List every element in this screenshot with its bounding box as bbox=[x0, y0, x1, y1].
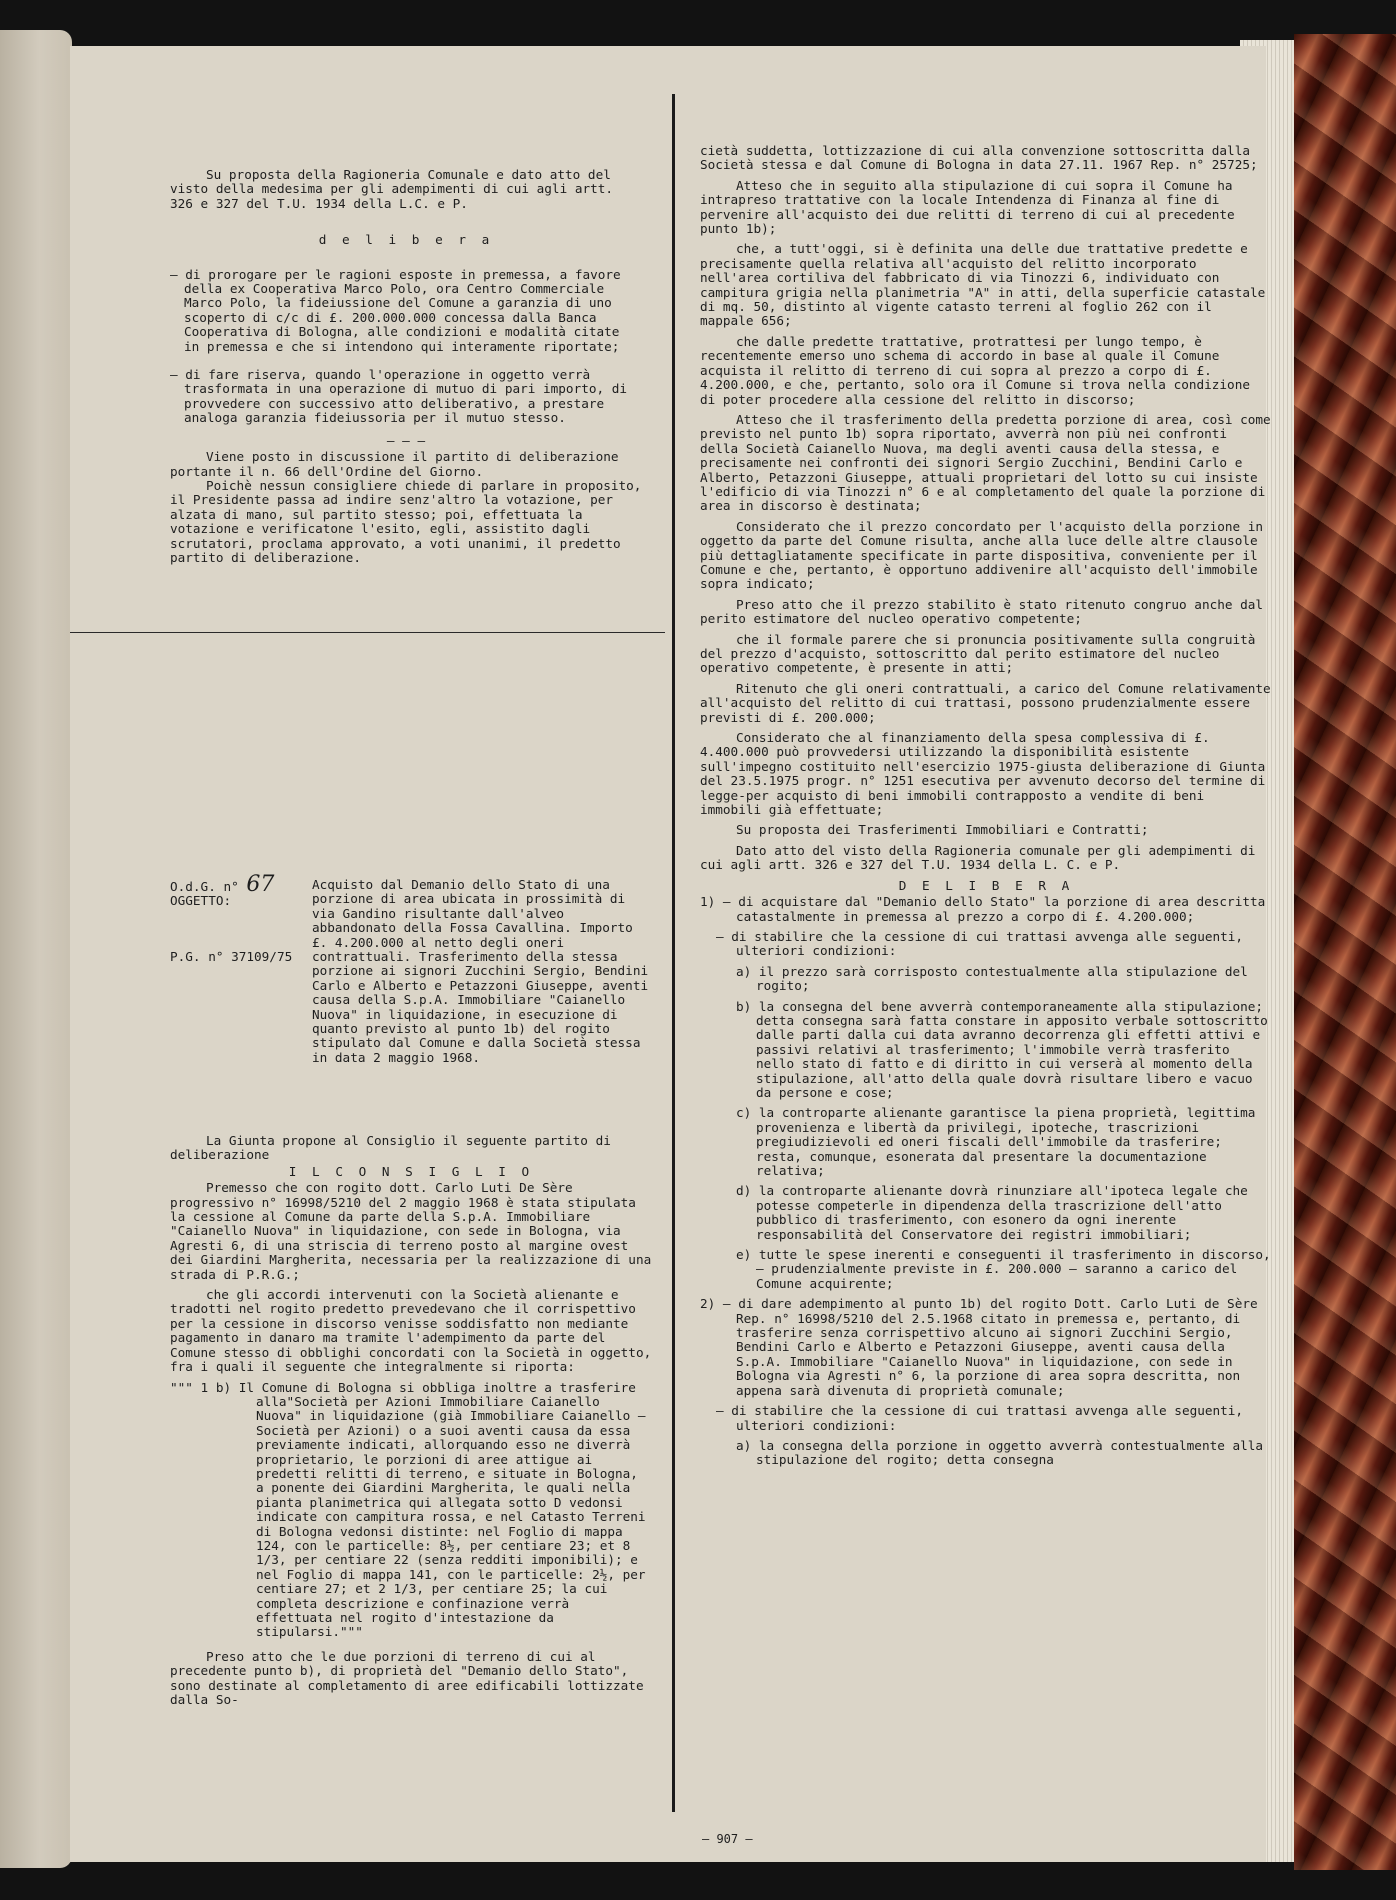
right-paragraph: Atteso che il trasferimento della predetta porzione di area, così come previsto nel punto 1b) sopra riportato, avverrà non più nei confronti della Società Caianello Nuova, ma degli aventi causa della stessa, e precisamente nei confronti dei signori Sergio Zucchini, Bendini Carlo e Alberto, Petazzoni Giuseppe, attuali proprietari del lotto su cui insiste l'edificio di via Tinozzi n° 6 e al completamento del quale la porzione di area in discorso è destinata; bbox=[700, 411, 1271, 514]
condition-item: c) la controparte alienante garantisce la piena proprietà, legittima provenienza e libertà da privilegi, ipoteche, trascrizioni pregiudizievoli ed oneri fiscali dell'immobile da trasferire; resta, comunque, esonerata dal presentare la documentazione relativa; bbox=[736, 1105, 1256, 1178]
resolution-point-1: 1) – di acquistare dal "Demanio dello Stato" la porzione di area descritta catastalmente in premessa al prezzo a corpo di £. 4.200.000; bbox=[700, 894, 1266, 924]
right-paragraph: che, a tutt'oggi, si è definita una delle due trattative predette e precisamente quella relativa all'acquisto del relitto incorporato nell'area cortiliva del fabbricato di via Tinozzi 6, individuato con campitura grigia nella planimetria "A" in atti, della superficie catastale di mq. 50, distinto al vigente catasto terreni al foglio 262 con il mappale 656; bbox=[700, 241, 1266, 329]
left-column-top bbox=[170, 168, 642, 571]
right-paragraph: Dato atto del visto della Ragioneria comunale per gli adempimenti di cui agli artt. 326 e 327 del T.U. 1934 della L. C. e P. bbox=[700, 842, 1256, 873]
resolution-intro: Su proposta della Ragioneria Comunale e dato atto del visto della medesima per gli adempimenti di cui agli artt. 326 e 327 del T.U. 1934 della L.C. e P. bbox=[170, 167, 614, 211]
odg-block bbox=[170, 872, 650, 1065]
column-divider bbox=[672, 94, 675, 1812]
giunta-proposal: La Giunta propone al Consiglio il seguente partito di deliberazione bbox=[170, 1133, 611, 1163]
odg-number: 67 bbox=[246, 872, 275, 897]
decision-item: – di fare riserva, quando l'operazione in oggetto verrà trasformata in una operazione di mutuo di pari importo, di provvedere con successivo atto deliberativo, a prestare analoga garanzia fideiussoria per il mutuo stesso. bbox=[170, 367, 628, 426]
previous-page-edge bbox=[0, 30, 72, 1868]
odg-label: O.d.G. n° bbox=[170, 879, 239, 894]
resolution-point-2-sub: – di stabilire che la cessione di cui trattasi avvenga alle seguenti, ulteriori condizioni: bbox=[716, 1403, 1244, 1433]
resolution-point-2-a: a) la consegna della porzione in oggetto avverrà contestualmente alla stipulazione del rogito; detta consegna bbox=[736, 1437, 1264, 1468]
pg-number: P.G. n° 37109/75 bbox=[170, 949, 293, 964]
odg-subject-label: OGGETTO: bbox=[170, 893, 232, 909]
right-paragraph: Atteso che in seguito alla stipulazione di cui sopra il Comune ha intrapreso trattative con la locale Intendenza di Finanza al fine di pervenire all'acquisto dei due relitti di terreno di cui al precedente punto 1b); bbox=[700, 177, 1235, 237]
consiglio-heading: I L C O N S I G L I O bbox=[288, 1163, 534, 1179]
condition-item: a) il prezzo sarà corrisposto contestualmente alla stipulazione del rogito; bbox=[736, 963, 1248, 994]
delibera-heading: d e l i b e r a bbox=[318, 232, 494, 248]
right-column bbox=[700, 144, 1272, 1474]
condition-item: e) tutte le spese inerenti e conseguenti il trasferimento in discorso, – prudenzialmente previste in £. 200.000 – saranno a carico del Comune acquirente; bbox=[736, 1247, 1271, 1291]
right-paragraph: cietà suddetta, lottizzazione di cui alla convenzione sottoscritta dalla Società stessa e dal Comune di Bologna in data 27.11. 1967 Rep. n° 25725; bbox=[700, 143, 1258, 173]
right-paragraph: che dalle predette trattative, protrattesi per lungo tempo, è recentemente emerso uno schema di accordo in base al quale il Comune acquista il relitto di terreno di cui sopra al prezzo a corpo di £. 4.200.000, e che, pertanto, solo ora il Comune si trova nella condizione di poter procedere alla cessione del relitto in discorso; bbox=[700, 333, 1250, 407]
resolution-point-1-sub: – di stabilire che la cessione di cui trattasi avvenga alle seguenti, ulteriori condizioni: bbox=[716, 928, 1244, 959]
quoted-clause: """ 1 b) Il Comune di Bologna si obbliga inoltre a trasferire alla"Società per Azioni Immobiliare Caianello Nuova" in liquidazione (già Immobiliare Caianello – Società per Azioni) o a suoi aventi causa da essa previamente indicati, allorquando esso ne diverrà proprietario, le porzioni di aree attigue ai predetti relitti di terreno, e situate in Bologna, a ponente dei Giardini Margherita, le quali nella pianta planimetrica qui allegata sotto D vedonsi indicate con campitura rossa, e nel Catasto Terreni di Bologna vedonsi distinte: nel Foglio di mappa 124, con le particelle: 8½, per centiare 23; et 8 1/3, per centiare 22 (senza redditi imponibili); e nel Foglio di mappa 141, con le particelle: 2½, per centiare 27; et 2 1/3, per centiare 25; la cui completa descrizione e confinazione verrà effettuata nel rogito d'intestazione da stipularsi.""" bbox=[170, 1379, 646, 1640]
premessa-paragraph: che gli accordi intervenuti con la Società alienante e tradotti nel rogito predetto prevedevano che il corrispettivo per la cessione in discorso venisse soddisfatto non mediante pagamento in danaro ma tramite l'adempimento da parte del Comune stesso di obblighi concordati con la Società in oggetto, fra i quali il seguente che integralmente si riporta: bbox=[170, 1287, 652, 1375]
delibera-heading-right: D E L I B E R A bbox=[898, 877, 1074, 893]
document-page bbox=[70, 46, 1271, 1862]
odg-subject: Acquisto dal Demanio dello Stato di una porzione di area ubicata in prossimità di via Gandino risultante dall'alveo abbandonato della Fossa Cavallina. Importo £. 4.200.000 al netto degli oneri contrattuali. Trasferimento della stessa porzione ai signori Zucchini Sergio, Bendini Carlo e Alberto e Petazzoni Giuseppe, aventi causa della S.p.A. Immobiliare "Caianello Nuova" in liquidazione, in esecuzione di quanto previsto al punto 1b) del rogito stipulato dal Comune e dalla Società stessa in data 2 maggio 1968. bbox=[312, 877, 649, 1065]
right-paragraph: che il formale parere che si pronuncia positivamente sulla congruità del prezzo d'acquisto, sottoscritto dal perito estimatore del nucleo operativo competente, è presente in atti; bbox=[700, 631, 1256, 676]
page-number: – 907 – bbox=[702, 1832, 753, 1846]
odg-label-group bbox=[170, 872, 312, 1065]
separator: – – – bbox=[386, 432, 426, 448]
marbled-cover bbox=[1294, 34, 1396, 1870]
condition-item: d) la controparte alienante dovrà rinunziare all'ipoteca legale che potesse competerle in dipendenza della trascrizione dell'atto pubblico di trasferimento, con esonero da ogni inerente responsabilità del Conservatore dei registri immobiliari; bbox=[736, 1183, 1248, 1242]
right-paragraph: Considerato che al finanziamento della spesa complessiva di £. 4.400.000 può provvedersi utilizzando la disponibilità esistente sull'impegno costituito nell'esercizio 1975-giusta deliberazione di Giunta del 23.5.1975 progr. n° 1251 esecutiva per avvenuto decorso del termine di legge-per acquisto di beni immobili contrapposto a vendite di beni immobili già effettuate; bbox=[700, 730, 1266, 818]
resolution-point-2: 2) – di dare adempimento al punto 1b) del rogito Dott. Carlo Luti de Sère Rep. n° 16998/5210 del 2.5.1968 citato in premessa e, pertanto, di trasferire senza corrispettivo alcuno ai signori Zucchini Sergio, Bendini Carlo e Alberto e Petazzoni Giuseppe, aventi causa della S.p.A. Immobiliare "Caianello Nuova" in liquidazione, con sede in Bologna via Agresti n° 6, la porzione di area sopra descritta, non appena sarà divenuta di proprietà comunale; bbox=[700, 1296, 1258, 1398]
discussion-paragraph: Poichè nessun consigliere chiede di parlare in proposito, il Presidente passa ad indire senz'altro la votazione, per alzata di mano, sul partito stesso; poi, effettuata la votazione e verificatone l'esito, egli, assistito dagli scrutatori, proclama approvato, a voti unanimi, il predetto partito di deliberazione. bbox=[170, 477, 642, 565]
section-divider bbox=[70, 632, 665, 633]
condition-item: b) la consegna del bene avverrà contemporaneamente alla stipulazione; detta consegna sarà fatta constare in apposito verbale sottoscritto dalle parti dalla cui data avranno decorrenza gli effetti attivi e passivi relativi al trasferimento; l'immobile verrà trasferito nello stato di fatto e di diritto in cui verserà al momento della stipulazione, all'atto della quale dovrà risultare libero e vacuo da persone e cose; bbox=[736, 998, 1268, 1100]
decision-item: – di prorogare per le ragioni esposte in premessa, a favore della ex Cooperativa Marco Polo, ora Centro Commerciale Marco Polo, la fideiussione del Comune a garanzia di uno scoperto di c/c di £. 200.000.000 concessa dalla Banca Cooperativa di Bologna, alle condizioni e modalità citate in premessa e che si intendono qui interamente riportate; bbox=[170, 266, 621, 354]
premessa-paragraph: Premesso che con rogito dott. Carlo Luti De Sère progressivo n° 16998/5210 del 2 maggio 1968 è stata stipulata la cessione al Comune da parte della S.p.A. Immobiliare "Caianello Nuova" in liquidazione, con sede in Bologna, via Agresti 6, di una striscia di terreno posto al margine ovest dei Giardini Margherita, necessaria per la realizzazione di una strada di P.R.G.; bbox=[170, 1180, 652, 1282]
right-paragraph: Preso atto che il prezzo stabilito è stato ritenuto congruo anche dal perito estimatore del nucleo operativo competente; bbox=[700, 596, 1264, 627]
right-paragraph: Ritenuto che gli oneri contrattuali, a carico del Comune relativamente all'acquisto del relitto di cui trattasi, possono prudenzialmente essere previsti di £. 200.000; bbox=[700, 680, 1271, 725]
preso-atto-paragraph: Preso atto che le due porzioni di terreno di cui al precedente punto b), di proprietà del "Demanio dello Stato", sono destinate al completamento di aree edificabili lottizzate dalla So- bbox=[170, 1648, 644, 1708]
left-column-bottom bbox=[170, 1134, 652, 1713]
discussion-paragraph: Viene posto in discussione il partito di deliberazione portante il n. 66 dell'Ordine del Giorno. bbox=[170, 449, 619, 479]
right-paragraph: Su proposta dei Trasferimenti Immobiliari e Contratti; bbox=[736, 822, 1149, 838]
right-paragraph: Considerato che il prezzo concordato per l'acquisto della porzione in oggetto da parte del Comune risulta, anche alla luce delle altre clausole più dettagliatamente specificate in parte dispositiva, conveniente per il Comune e che, pertanto, è opportuno addivenire all'acquisto dell'immobile sopra indicato; bbox=[700, 518, 1264, 592]
